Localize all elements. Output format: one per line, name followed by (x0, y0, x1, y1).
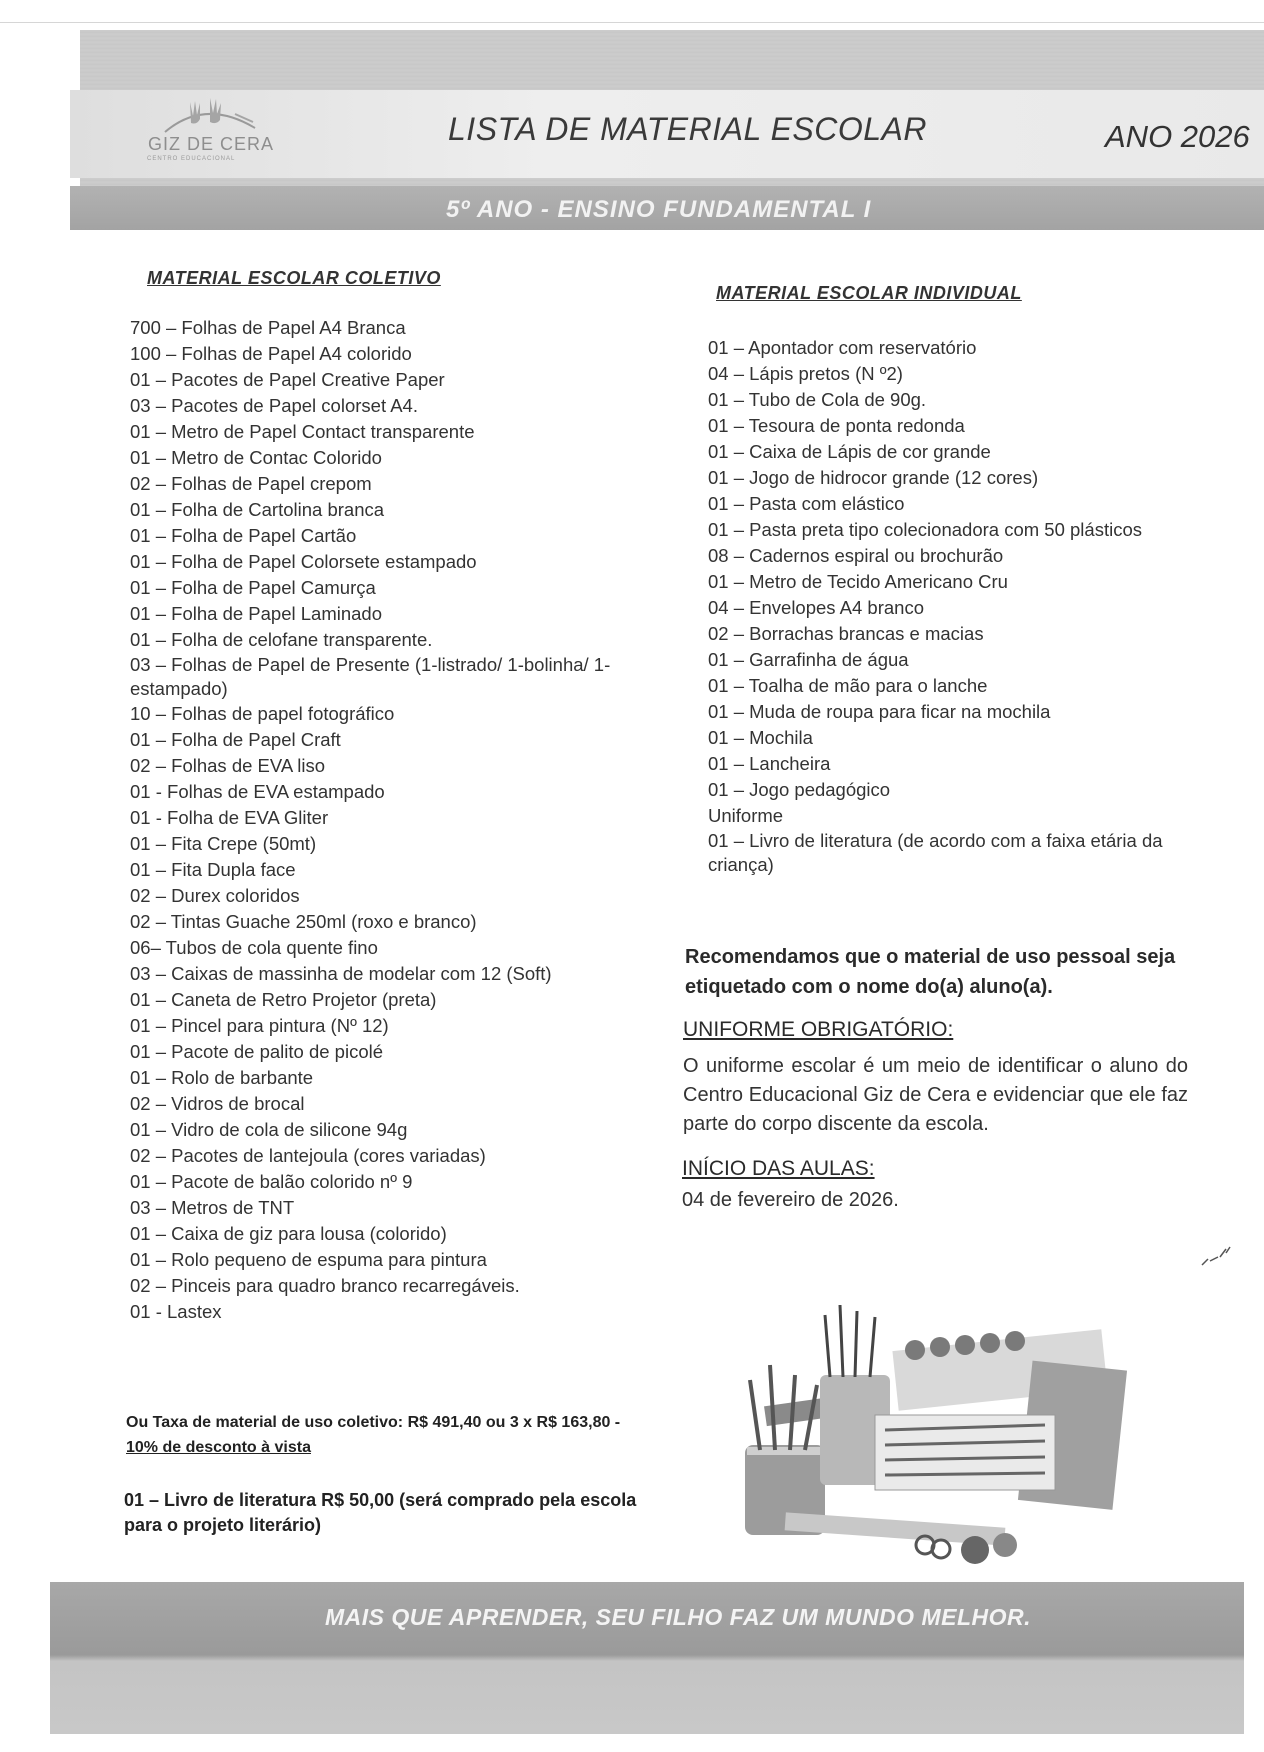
list-item: 04 – Lápis pretos (N º2) (708, 363, 903, 384)
list-item: 02 – Folhas de Papel crepom (130, 473, 372, 494)
document-title: LISTA DE MATERIAL ESCOLAR (448, 111, 927, 147)
list-item: 01 – Pasta preta tipo colecionadora com 50 plásticos (708, 519, 1142, 540)
list-item: 01 – Mochila (708, 727, 813, 748)
list-item: 01 – Metro de Papel Contact transparente (130, 421, 475, 442)
list-item: 01 – Lancheira (708, 753, 831, 774)
individual-title: MATERIAL ESCOLAR INDIVIDUAL (716, 283, 1022, 303)
list-item: 01 – Muda de roupa para ficar na mochila (708, 701, 1051, 722)
ink-mark (1200, 1245, 1236, 1274)
inicio-title: INÍCIO DAS AULAS: (682, 1157, 875, 1180)
list-item: 01 – Vidro de cola de silicone 94g (130, 1119, 408, 1140)
list-item: 03 – Metros de TNT (130, 1197, 295, 1218)
list-item: 700 – Folhas de Papel A4 Branca (130, 317, 406, 338)
list-item: 01 – Pacote de balão colorido nº 9 (130, 1171, 413, 1192)
logo-subtitle: CENTRO EDUCACIONAL (147, 156, 236, 162)
list-item: 03 – Pacotes de Papel colorset A4. (130, 395, 418, 416)
recommendation-note: Recomendamos que o material de uso pessoal seja etiquetado com o nome do(a) aluno(a). (685, 946, 1176, 998)
school-logo (145, 92, 295, 172)
list-item: 01 – Tubo de Cola de 90g. (708, 389, 927, 410)
list-item: 10 – Folhas de papel fotográfico (130, 703, 395, 724)
list-item: 01 - Lastex (130, 1301, 222, 1322)
school-supplies-illustration (725, 1305, 1135, 1575)
list-item: 01 – Folha de Papel Craft (130, 729, 341, 750)
list-item: 02 – Borrachas brancas e macias (708, 623, 984, 644)
list-item: 01 – Pacotes de Papel Creative Paper (130, 369, 445, 390)
inicio-date: 04 de fevereiro de 2026. (682, 1189, 899, 1211)
book-note: 01 – Livro de literatura R$ 50,00 (será comprado pela escola para o projeto literário) (124, 1490, 637, 1535)
list-item: 01 – Rolo pequeno de espuma para pintura (130, 1249, 487, 1270)
list-item: 01 - Folhas de EVA estampado (130, 781, 385, 802)
list-item: 06– Tubos de cola quente fino (130, 937, 378, 958)
individual-list (708, 335, 1218, 877)
list-item: 02 – Pinceis para quadro branco recarregáveis. (130, 1275, 520, 1296)
list-item: 100 – Folhas de Papel A4 colorido (130, 343, 412, 364)
supplies-icon (745, 1305, 1127, 1564)
uniforme-title: UNIFORME OBRIGATÓRIO: (683, 1018, 954, 1041)
document-year: ANO 2026 (1105, 119, 1250, 154)
list-item: 01 – Folha de Papel Laminado (130, 603, 382, 624)
list-item: 08 – Cadernos espiral ou brochurão (708, 545, 1004, 566)
list-item: 02 – Pacotes de lantejoula (cores variadas) (130, 1145, 486, 1166)
list-item: 01 – Livro de literatura (de acordo com a faixa etária da criança) (708, 830, 1163, 875)
list-item: 01 – Toalha de mão para o lanche (708, 675, 988, 696)
list-item: 02 – Durex coloridos (130, 885, 300, 906)
list-item: 01 – Folha de Papel Cartão (130, 525, 357, 546)
list-item: 02 – Tintas Guache 250ml (roxo e branco) (130, 911, 477, 932)
list-item: 03 – Caixas de massinha de modelar com 12 (Soft) (130, 963, 552, 984)
logo-text: GIZ DE CERA (148, 134, 275, 154)
list-item: 01 – Folha de Papel Colorsete estampado (130, 551, 477, 572)
footer-slogan: MAIS QUE APRENDER, SEU FILHO FAZ UM MUNDO MELHOR. (325, 1604, 1031, 1630)
list-item: 01 - Folha de EVA Gliter (130, 807, 329, 828)
list-item: 01 – Metro de Contac Colorido (130, 447, 382, 468)
list-item: 01 – Jogo de hidrocor grande (12 cores) (708, 467, 1039, 488)
list-item: Uniforme (708, 805, 784, 826)
list-item: 02 – Vidros de brocal (130, 1093, 305, 1114)
list-item: 01 – Jogo pedagógico (708, 779, 891, 800)
uniforme-text: O uniforme escolar é um meio de identificar o aluno do Centro Educacional Giz de Cera e evidenciar que ele faz parte do corpo discente da escola. (683, 1055, 1188, 1135)
list-item: 04 – Envelopes A4 branco (708, 597, 924, 618)
list-item: 01 – Pacote de palito de picolé (130, 1041, 384, 1062)
hands-icon (145, 92, 295, 136)
top-rule (0, 22, 1264, 23)
list-item: 01 – Caixa de Lápis de cor grande (708, 441, 991, 462)
coletivo-title: MATERIAL ESCOLAR COLETIVO (147, 268, 441, 288)
list-item: 01 – Folha de Papel Camurça (130, 577, 376, 598)
list-item: 01 – Rolo de barbante (130, 1067, 314, 1088)
fee-discount: 10% de desconto à vista (126, 1439, 311, 1456)
list-item: 01 – Fita Crepe (50mt) (130, 833, 317, 854)
list-item: 01 – Folha de Cartolina branca (130, 499, 385, 520)
fee-text: Ou Taxa de material de uso coletivo: R$ 491,40 ou 3 x R$ 163,80 - (126, 1414, 621, 1431)
list-item: 02 – Folhas de EVA liso (130, 755, 326, 776)
list-item: 01 – Apontador com reservatório (708, 337, 977, 358)
list-item: 01 – Metro de Tecido Americano Cru (708, 571, 1008, 592)
list-item: 01 – Pasta com elástico (708, 493, 905, 514)
list-item: 01 – Folha de celofane transparente. (130, 629, 433, 650)
fee-note (126, 1410, 646, 1460)
grade-title: 5º ANO - ENSINO FUNDAMENTAL I (446, 196, 872, 223)
list-item: 01 – Caixa de giz para lousa (colorido) (130, 1223, 447, 1244)
list-item: 01 – Pincel para pintura (Nº 12) (130, 1015, 389, 1036)
list-item: 01 – Tesoura de ponta redonda (708, 415, 965, 436)
list-item: 03 – Folhas de Papel de Presente (1-listrado/ 1-bolinha/ 1-estampado) (130, 654, 611, 699)
list-item: 01 – Caneta de Retro Projetor (preta) (130, 989, 437, 1010)
coletivo-list (130, 315, 670, 1325)
list-item: 01 – Garrafinha de água (708, 649, 909, 670)
list-item: 01 – Fita Dupla face (130, 859, 296, 880)
